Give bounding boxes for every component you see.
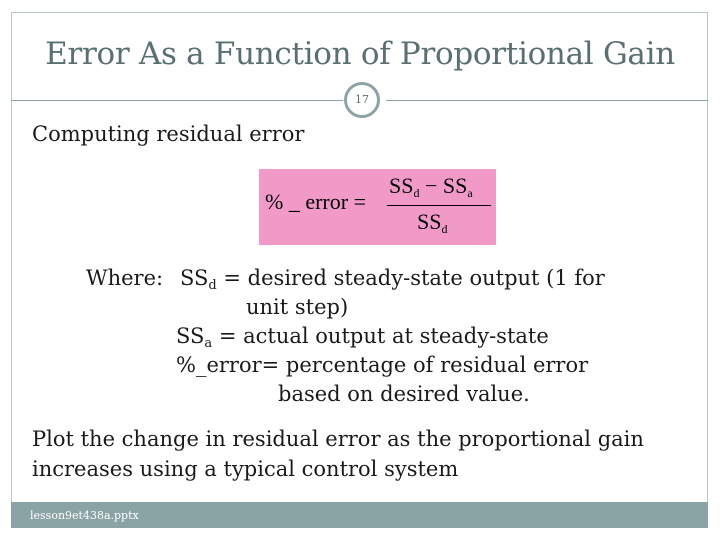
fraction-bar bbox=[387, 205, 491, 206]
ssa-definition: $SS_a$ = actual output at steady-state bbox=[176, 324, 549, 351]
error-definition-cont: based on desired value. bbox=[278, 382, 530, 406]
where-label: Where: bbox=[86, 266, 164, 290]
ssd-definition-cont: unit step) bbox=[246, 295, 349, 319]
formula-denominator: $SS_d$ bbox=[417, 209, 448, 236]
slide-title: Error As a Function of Proportional Gain bbox=[45, 36, 675, 72]
section-heading: Computing residual error bbox=[32, 122, 305, 146]
error-formula bbox=[259, 169, 496, 245]
formula-numerator: $SS_d - SS_a$ bbox=[389, 173, 473, 200]
plot-line-1: Plot the change in residual error as the proportional gain bbox=[32, 427, 644, 451]
slide-number-badge: 17 bbox=[344, 82, 380, 118]
footer-filename: lesson9et438a.pptx bbox=[30, 509, 139, 522]
title-rule-right bbox=[386, 100, 708, 101]
error-definition: %_error= percentage of residual error bbox=[176, 353, 589, 377]
title-rule-left bbox=[11, 100, 343, 101]
formula-lhs: % _ error = bbox=[265, 189, 366, 214]
ssd-definition: $SS_d$ = desired steady-state output (1 for bbox=[180, 266, 605, 293]
plot-line-2: increases using a typical control system bbox=[32, 457, 459, 481]
plot-instruction bbox=[32, 424, 672, 484]
